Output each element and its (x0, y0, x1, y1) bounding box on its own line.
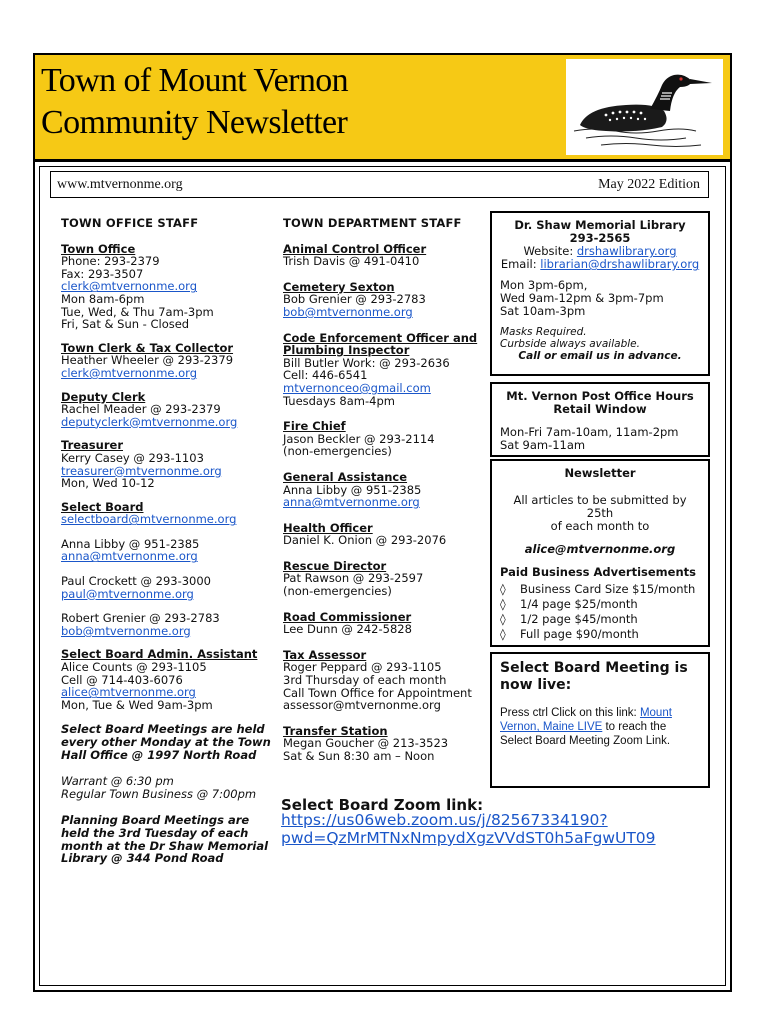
admin-assistant-email-link[interactable]: alice@mtvernonme.org (61, 685, 196, 700)
rescue-director-note: (non-emergencies) (283, 584, 392, 599)
newsletter-email: alice@mtvernonme.org (524, 542, 676, 556)
live-title: Select Board Meeting is (500, 660, 688, 676)
live-instruction: Press ctrl Click on this link: (500, 707, 640, 719)
ad-price: Full page $90/month (520, 627, 639, 641)
treasurer-label: Treasurer (61, 438, 123, 453)
loon-illustration (566, 59, 723, 155)
select-board-label: Select Board (61, 499, 144, 514)
road-commissioner-label: Road Commissioner (283, 609, 412, 624)
list-item (500, 583, 700, 596)
clerk-section (61, 342, 276, 380)
cemetery-label: Cemetery Sexton (283, 279, 395, 294)
code-enforcement-hours: Tuesdays 8am-4pm (283, 393, 395, 408)
list-item (500, 628, 700, 641)
bullet-icon: ◊ (500, 612, 506, 626)
cemetery-email-link[interactable]: bob@mtvernonme.org (283, 304, 413, 319)
meetings-note (61, 723, 276, 761)
animal-control-section (283, 243, 483, 268)
select-board-email-link[interactable]: selectboard@mtvernonme.org (61, 512, 237, 527)
newsletter-title: Newsletter (564, 466, 636, 480)
cemetery-name: Bob Grenier @ 293-2783 (283, 292, 426, 307)
department-staff-heading: TOWN DEPARTMENT STAFF (283, 216, 462, 230)
treasurer-section (61, 439, 276, 489)
select-board-section (61, 501, 276, 638)
clerk-name: Heather Wheeler @ 293-2379 (61, 353, 234, 368)
newsletter-submission-text: of each month to (550, 519, 650, 533)
deputy-email-link[interactable]: deputyclerk@mtvernonme.org (61, 414, 238, 429)
health-officer-name: Daniel K. Onion @ 293-2076 (283, 533, 447, 548)
info-bar (50, 171, 709, 198)
town-office-fax: Fax: 293-3507 (61, 266, 144, 281)
code-enforcement-label: Code Enforcement Officer and (283, 330, 478, 345)
office-staff-heading: TOWN OFFICE STAFF (61, 216, 199, 230)
live-title: now live: (500, 677, 572, 693)
website-link[interactable]: www.mtvernonme.org (57, 177, 183, 192)
office-staff-column (61, 217, 276, 865)
bullet-icon: ◊ (500, 597, 506, 611)
ads-title: Paid Business Advertisements (500, 565, 696, 579)
animal-control-label: Animal Control Officer (283, 241, 427, 256)
newsletter-submission-text: All articles to be submitted by 25th (513, 493, 687, 520)
edition-label: May 2022 Edition (598, 177, 700, 192)
planning-note (61, 814, 276, 864)
post-office-box (490, 382, 710, 457)
loon-icon (566, 59, 723, 155)
admin-assistant-section (61, 648, 276, 711)
town-office-hours: Tue, Wed, & Thu 7am-3pm (61, 304, 214, 319)
animal-control-name: Trish Davis @ 491-0410 (283, 254, 420, 269)
library-note: Masks Required. (500, 326, 587, 338)
library-email-link[interactable]: librarian@drshawlibrary.org (540, 257, 700, 271)
admin-assistant-label: Select Board Admin. Assistant (61, 647, 258, 662)
planning-note-line: Library @ 344 Pond Road (61, 851, 224, 866)
code-enforcement-label: Plumbing Inspector (283, 343, 410, 358)
post-office-title: Mt. Vernon Post Office Hours (506, 389, 694, 403)
fire-chief-note: (non-emergencies) (283, 444, 392, 459)
title-line-2: Community Newsletter (41, 104, 348, 141)
deputy-label: Deputy Clerk (61, 389, 146, 404)
live-zoom-link[interactable]: Vernon, Maine LIVE (500, 721, 603, 733)
tax-assessor-name: Roger Peppard @ 293-1105 (283, 660, 442, 675)
health-officer-label: Health Officer (283, 520, 373, 535)
general-assistance-name: Anna Libby @ 951-2385 (283, 482, 422, 497)
town-office-hours: Mon 8am-6pm (61, 291, 145, 306)
meetings-note-line: Hall Office @ 1997 North Road (61, 747, 257, 762)
rescue-director-section (283, 560, 483, 598)
treasurer-name: Kerry Casey @ 293-1103 (61, 450, 204, 465)
library-email-label: Email: (500, 257, 541, 271)
department-staff-column (283, 217, 483, 763)
bullet-icon: ◊ (500, 627, 506, 641)
meetings-note-line: every other Monday at the Town (61, 735, 271, 749)
bullet-icon: ◊ (500, 582, 506, 596)
tax-assessor-label: Tax Assessor (283, 647, 367, 662)
zoom-meeting-link[interactable]: pwd=QzMrMTNxNmpydXgzVVdST0h5aFgwUT09 (281, 829, 656, 847)
post-office-hours: Sat 9am-11am (500, 438, 586, 452)
warrant-line: Warrant @ 6:30 pm (61, 774, 174, 789)
code-enforcement-email-link[interactable]: mtvernonceo@gmail.com (283, 380, 431, 395)
town-office-label: Town Office (61, 241, 136, 256)
library-hours: Sat 10am-3pm (500, 304, 586, 318)
board-member-email-link[interactable]: anna@mtvernonme.org (61, 549, 198, 564)
general-assistance-label: General Assistance (283, 469, 408, 484)
transfer-station-name: Megan Goucher @ 213-3523 (283, 736, 449, 751)
clerk-email-link[interactable]: clerk@mtvernonme.org (61, 365, 198, 380)
town-office-phone: Phone: 293-2379 (61, 254, 160, 269)
live-instruction: to reach the (602, 721, 667, 733)
library-box (490, 211, 710, 376)
road-commissioner-name: Lee Dunn @ 242-5828 (283, 622, 412, 637)
list-item (500, 598, 700, 611)
code-enforcement-cell: Cell: 446-6541 (283, 368, 368, 383)
tax-assessor-email: assessor@mtvernonme.org (283, 698, 441, 713)
live-meeting-box (490, 652, 710, 788)
general-assistance-email-link[interactable]: anna@mtvernonme.org (283, 495, 420, 510)
deputy-section (61, 391, 276, 429)
road-commissioner-section (283, 611, 483, 636)
board-member-email-link[interactable]: paul@mtvernonme.org (61, 586, 194, 601)
library-phone: 293-2565 (569, 231, 631, 245)
rescue-director-label: Rescue Director (283, 558, 387, 573)
admin-assistant-hours: Mon, Tue & Wed 9am-3pm (61, 697, 213, 712)
tax-assessor-schedule: 3rd Thursday of each month (283, 673, 447, 688)
transfer-station-label: Transfer Station (283, 723, 388, 738)
fire-chief-name: Jason Beckler @ 293-2114 (283, 431, 435, 446)
warrant-note (61, 775, 276, 800)
title-line-1: Town of Mount Vernon (41, 62, 349, 99)
zoom-link-title: Select Board Zoom link: (281, 796, 484, 814)
tax-assessor-appointment: Call Town Office for Appointment (283, 685, 472, 700)
board-member-email-link[interactable]: bob@mtvernonme.org (61, 623, 191, 638)
general-assistance-section (283, 471, 483, 509)
meetings-note-line: Select Board Meetings are held (61, 722, 265, 737)
treasurer-email-link[interactable]: treasurer@mtvernonme.org (61, 463, 222, 478)
rescue-director-name: Pat Rawson @ 293-2597 (283, 571, 424, 586)
code-enforcement-section (283, 332, 483, 408)
library-hours: Mon 3pm-6pm, (500, 278, 588, 292)
board-member-name: Robert Grenier @ 293-2783 (61, 611, 220, 626)
treasurer-hours: Mon, Wed 10-12 (61, 476, 155, 491)
regular-business-line: Regular Town Business @ 7:00pm (61, 786, 257, 801)
board-member-name: Paul Crockett @ 293-3000 (61, 574, 211, 589)
library-note: Curbside always available. (500, 338, 640, 350)
library-website-link[interactable]: drshawlibrary.org (576, 244, 677, 258)
town-office-email-link[interactable]: clerk@mtvernonme.org (61, 279, 198, 294)
planning-note-line: Planning Board Meetings are (61, 813, 250, 828)
post-office-hours: Mon-Fri 7am-10am, 11am-2pm (500, 425, 679, 439)
newsletter-header (33, 53, 732, 161)
live-instruction: Select Board Meeting Zoom Link. (500, 735, 671, 747)
admin-assistant-name: Alice Counts @ 293-1105 (61, 660, 207, 675)
deputy-name: Rachel Meader @ 293-2379 (61, 402, 221, 417)
ad-price: Business Card Size $15/month (520, 582, 696, 596)
town-office-hours: Fri, Sat & Sun - Closed (61, 317, 190, 332)
transfer-station-section (283, 725, 483, 763)
zoom-meeting-link[interactable]: https://us06web.zoom.us/j/82567334190? (281, 811, 608, 829)
library-note: Call or email us in advance. (518, 350, 682, 362)
board-member-name: Anna Libby @ 951-2385 (61, 536, 200, 551)
library-hours: Wed 9am-12pm & 3pm-7pm (500, 291, 664, 305)
planning-note-line: month at the Dr Shaw Memorial (61, 838, 269, 853)
ad-price: 1/4 page $25/month (520, 597, 638, 611)
planning-note-line: held the 3rd Tuesday of each (61, 825, 249, 840)
library-title: Dr. Shaw Memorial Library (514, 218, 686, 232)
fire-chief-section (283, 420, 483, 458)
fire-chief-label: Fire Chief (283, 419, 346, 434)
live-zoom-link[interactable]: Mount (639, 707, 672, 719)
admin-assistant-cell: Cell @ 714-403-6076 (61, 672, 183, 687)
code-enforcement-work: Bill Butler Work: @ 293-2636 (283, 355, 450, 370)
list-item (500, 613, 700, 626)
clerk-label: Town Clerk & Tax Collector (61, 340, 234, 355)
cemetery-section (283, 281, 483, 319)
transfer-station-hours: Sat & Sun 8:30 am – Noon (283, 749, 435, 763)
ad-price: 1/2 page $45/month (520, 612, 638, 626)
tax-assessor-section (283, 649, 483, 712)
newsletter-box (490, 459, 710, 647)
health-officer-section (283, 522, 483, 547)
town-office-section (61, 243, 276, 331)
library-website-label: Website: (523, 244, 577, 258)
post-office-title: Retail Window (553, 402, 647, 416)
ads-list (500, 583, 700, 641)
